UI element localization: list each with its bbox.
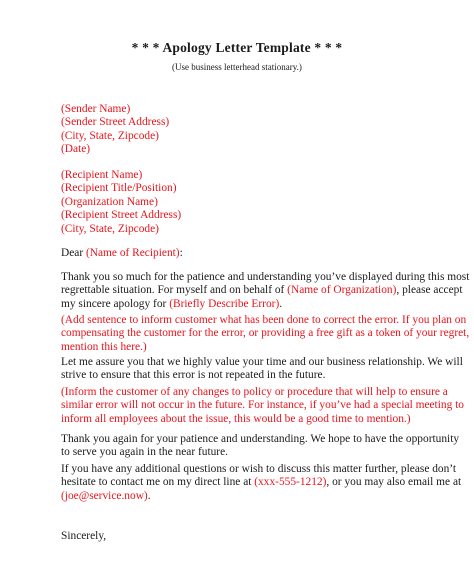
document-subtitle: (Use business letterhead stationary.) xyxy=(172,62,302,72)
paragraph-line: similar error will not occur in the future. For instance, if you’ve had a special meeting to xyxy=(61,399,464,412)
recipient-street: (Recipient Street Address) xyxy=(61,209,182,222)
paragraph-line: inform all employees about the issue, this would be a good time to mention.) xyxy=(61,412,411,425)
paragraph-thanks-again xyxy=(61,433,460,460)
paragraph-line: hesitate to contact me on my direct line at xyxy=(61,476,255,489)
document-title: * * * Apology Letter Template * * * xyxy=(131,40,343,55)
sender-name: (Sender Name) xyxy=(61,103,131,115)
recipient-organization: (Organization Name) xyxy=(61,195,158,208)
recipient-city: (City, State, Zipcode) xyxy=(61,222,159,235)
paragraph-line: . xyxy=(147,489,151,502)
paragraph-line: my sincere apology for xyxy=(61,297,170,310)
paragraph-policy-instructions xyxy=(61,386,464,426)
email-placeholder: (joe@service.now) xyxy=(61,489,148,502)
salutation-suffix: : xyxy=(179,247,183,259)
paragraph-line: Thank you so much for the patience and understanding you’ve displayed during this most xyxy=(61,271,470,283)
salutation xyxy=(61,247,431,260)
paragraph-line: , please accept xyxy=(396,284,463,297)
recipient-name: (Recipient Name) xyxy=(61,169,143,181)
salutation-recipient-name: (Name of Recipient) xyxy=(85,247,180,259)
paragraph-line: mention this here.) xyxy=(61,340,147,353)
sender-block xyxy=(61,103,431,157)
recipient-title: (Recipient Title/Position) xyxy=(61,182,177,195)
sender-city: (City, State, Zipcode) xyxy=(61,129,159,142)
recipient-block xyxy=(61,169,431,236)
paragraph-line: strive to ensure that this error is not repeated in the future. xyxy=(61,369,326,382)
closing xyxy=(61,530,431,543)
closing-text: Sincerely, xyxy=(61,530,107,542)
paragraph-line: Thank you again for your patience and understanding. We hope to have the opportunity xyxy=(61,433,460,445)
paragraph-line: compensating the customer for the error, or providing a free gift as a token of your regret, xyxy=(61,327,470,340)
phone-placeholder: (xxx-555-1212) xyxy=(254,476,327,489)
paragraph-contact xyxy=(61,463,462,503)
salutation-prefix: Dear xyxy=(61,247,86,259)
paragraph-line: Let me assure you that we highly value your time and our business relationship. We will xyxy=(61,356,463,368)
paragraph-line: regrettable situation. For myself and on behalf of xyxy=(61,284,288,297)
sender-street: (Sender Street Address) xyxy=(61,116,170,129)
paragraph-correction-instructions xyxy=(61,314,470,354)
paragraph-line: to serve you again in the near future. xyxy=(61,446,228,459)
paragraph-line: (Add sentence to inform customer what has been done to correct the error. If you plan on xyxy=(61,314,467,326)
paragraph-line: (Inform the customer of any changes to policy or procedure that will help to ensure a xyxy=(61,386,448,398)
sender-date: (Date) xyxy=(61,143,91,156)
paragraph-assurance xyxy=(61,356,463,383)
paragraph-thanks xyxy=(61,271,470,311)
error-placeholder: (Briefly Describe Error) xyxy=(169,297,280,310)
paragraph-line: If you have any additional questions or wish to discuss this matter further, please don’t xyxy=(61,463,457,475)
paragraph-line: , or you may also email me at xyxy=(326,476,462,489)
organization-placeholder: (Name of Organization) xyxy=(287,284,397,297)
paragraph-line: . xyxy=(279,297,283,310)
